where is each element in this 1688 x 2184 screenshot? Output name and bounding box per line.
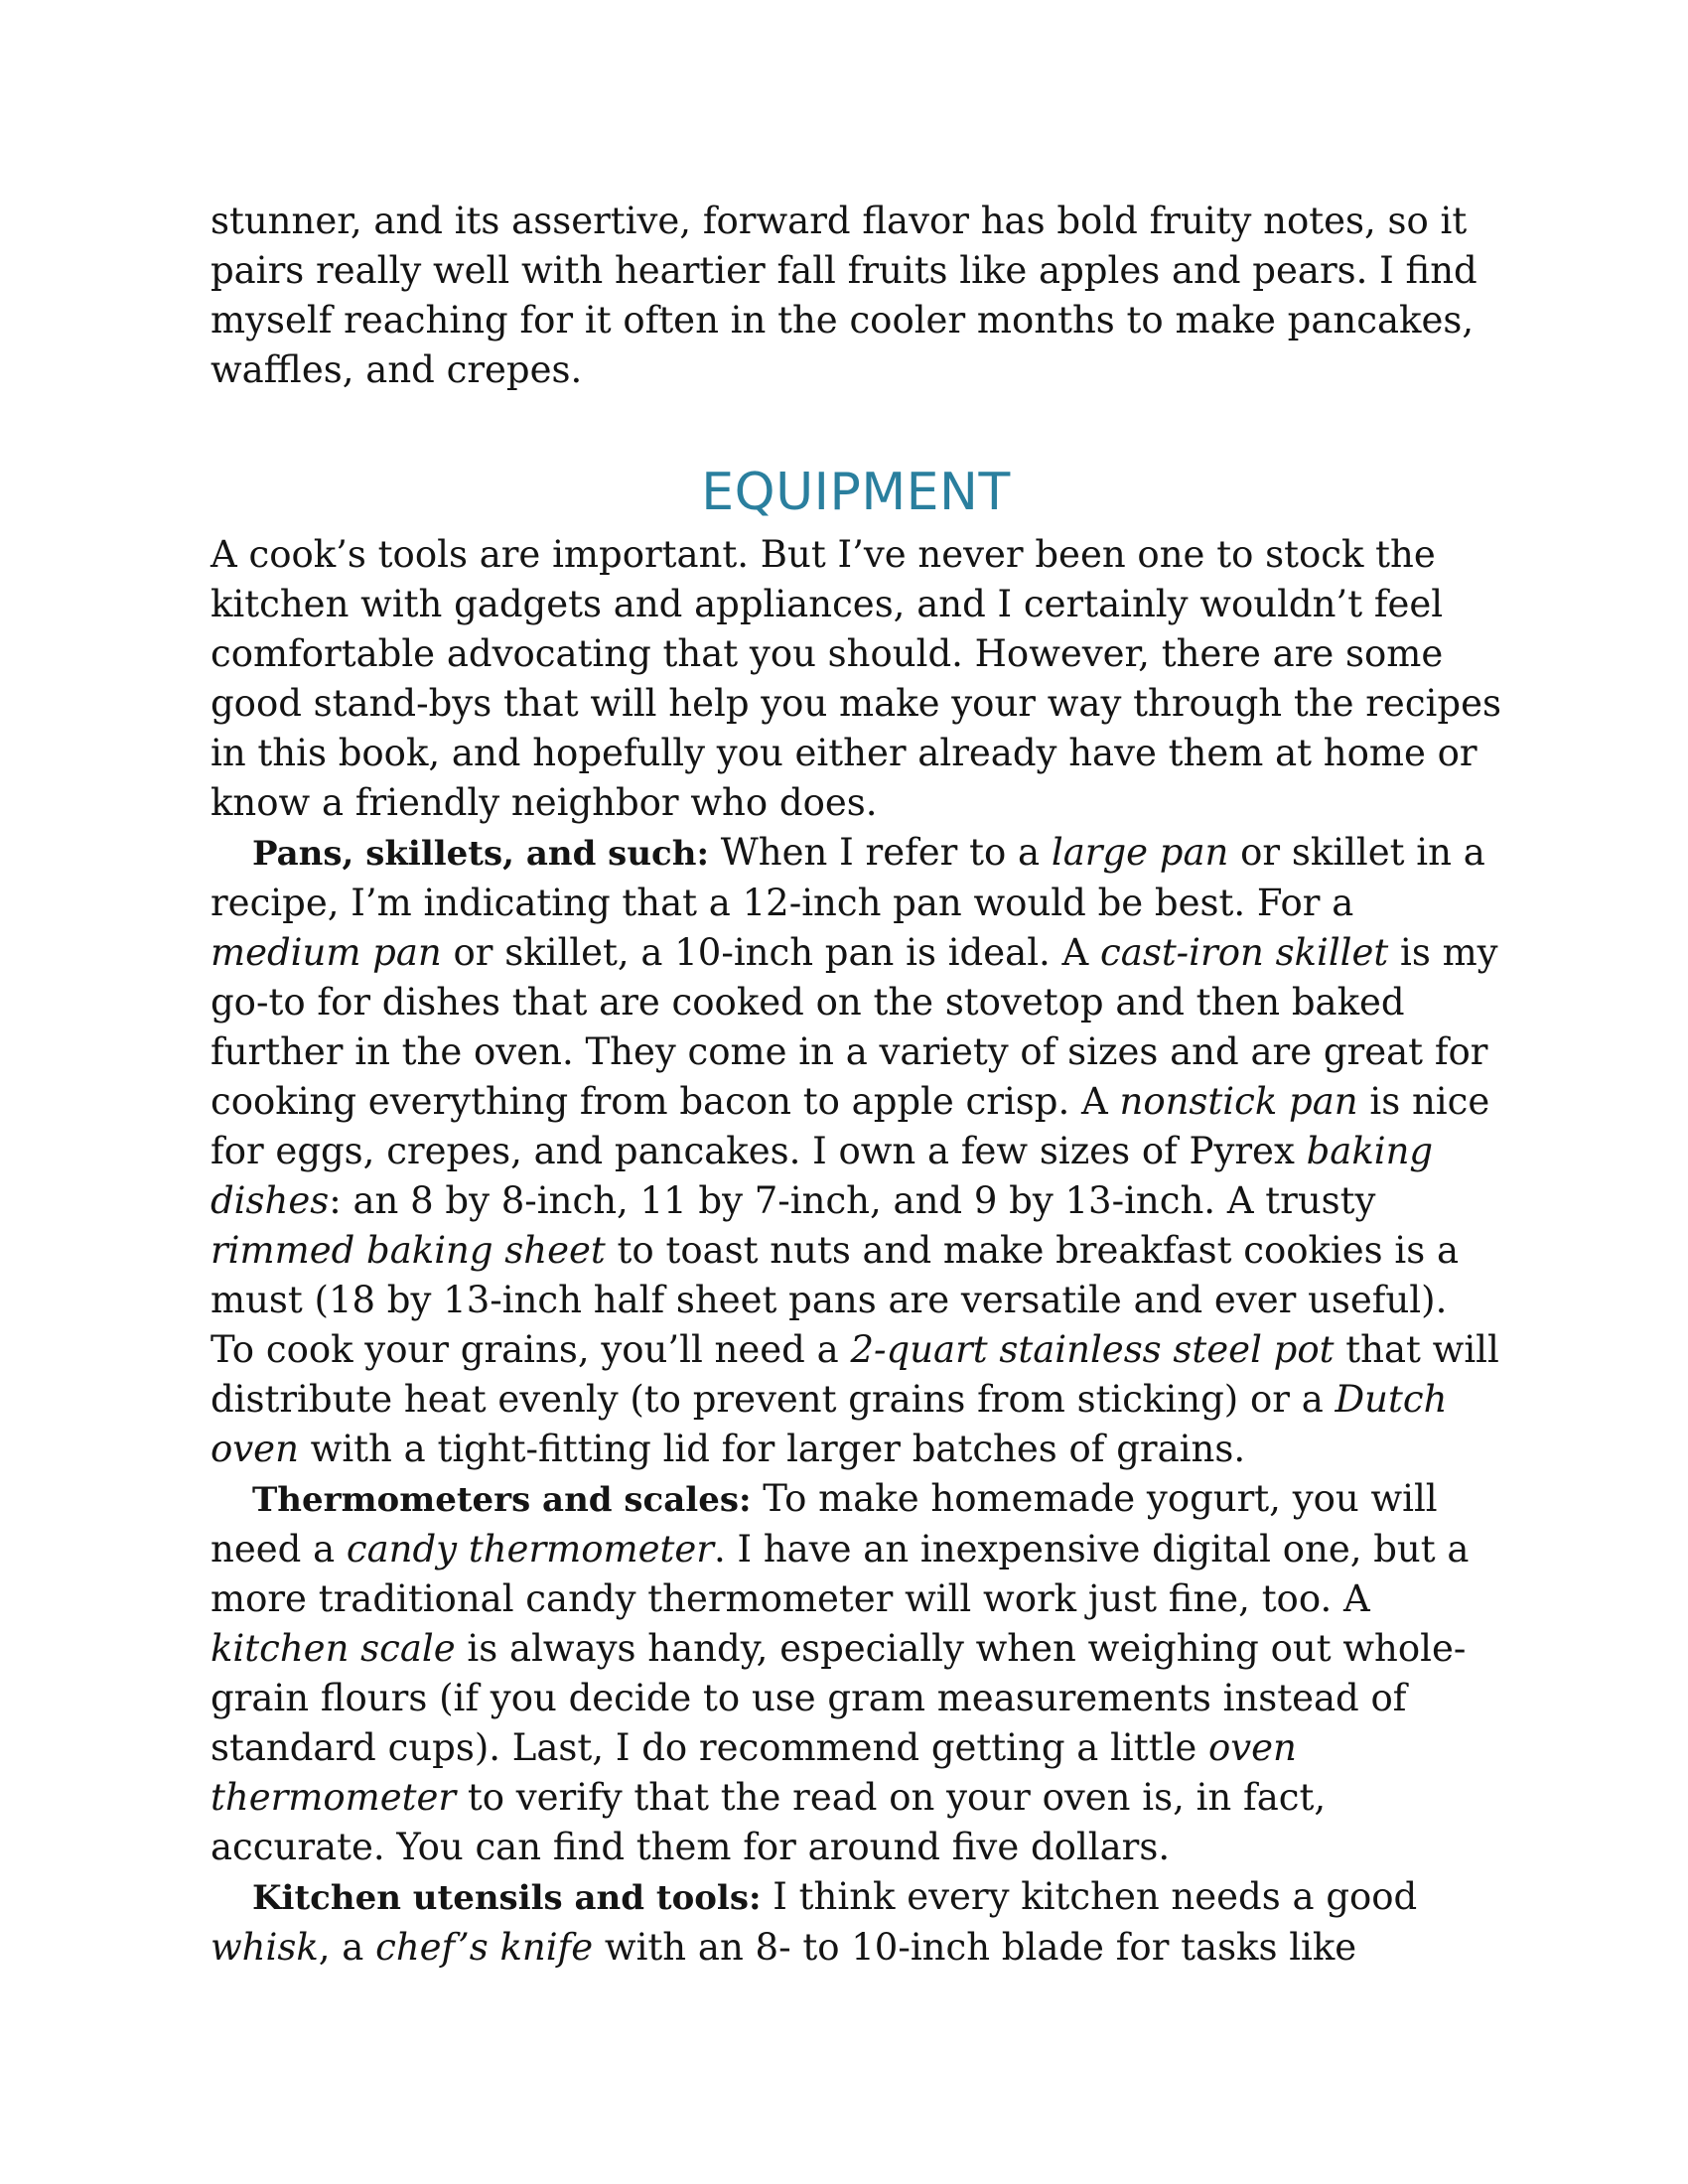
italic-term: rimmed baking sheet — [211, 1229, 606, 1272]
italic-term: oven thermometer — [211, 1726, 1297, 1819]
intro-paragraph: stunner, and its assertive, forward flavor has bold fruity notes, so it pairs really well with heartier fall fruits like apples and pears. I find myself reaching for it often in the cooler months to make pancakes, waffles, and crepes. — [211, 200, 1477, 391]
text-run: is always handy, especially when weighing out whole-grain flours (if you decide to use gram measurements instead of standard cups). Last, I do recommend getting a little — [211, 1627, 1467, 1769]
text-run: I think every kitchen needs a good — [761, 1875, 1418, 1918]
italic-term: large pan — [1051, 831, 1229, 874]
text-run: or skillet in a recipe, I’m indicating that a 12-inch pan would be best. For a — [211, 831, 1485, 924]
italic-term: baking dishes — [211, 1130, 1434, 1222]
italic-term: Dutch oven — [211, 1378, 1448, 1470]
italic-term: nonstick pan — [1119, 1080, 1358, 1123]
utensils-label: Kitchen utensils and tools: — [252, 1878, 762, 1918]
text-run: , a — [318, 1926, 376, 1969]
section-heading: EQUIPMENT — [701, 463, 1011, 522]
text-run: to verify that the read on your oven is, in fact, accurate. You can find them for around five dollars. — [211, 1776, 1327, 1868]
text-run: When I refer to a — [709, 831, 1052, 874]
text-run: with a tight-fitting lid for larger batches of grains. — [298, 1428, 1246, 1470]
text-run: or skillet, a 10-inch pan is ideal. A — [441, 931, 1101, 974]
pans-label: Pans, skillets, and such: — [252, 834, 710, 874]
italic-term: cast-iron skillet — [1100, 931, 1389, 974]
utensils-paragraph — [211, 1872, 1501, 1973]
pans-text — [211, 831, 1499, 1470]
thermometers-label: Thermometers and scales: — [252, 1480, 752, 1520]
italic-term: whisk — [211, 1926, 319, 1969]
page-body — [211, 197, 1501, 1973]
text-run: To make homemade yogurt, you will need a — [211, 1477, 1438, 1570]
text-run: is nice for eggs, crepes, and pancakes. I own a few sizes of Pyrex — [211, 1080, 1490, 1172]
text-run: to toast nuts and make breakfast cookies is a must (18 by 13-inch half sheet pans are versatile and ever useful). To cook your grains, you’ll need a — [211, 1229, 1460, 1371]
text-run: with an 8- to 10-inch blade for tasks like — [593, 1926, 1357, 1969]
text-run: that will distribute heat evenly (to prevent grains from sticking) or a — [211, 1328, 1499, 1421]
italic-term: medium pan — [211, 931, 442, 974]
text-run: . I have an inexpensive digital one, but a more traditional candy thermometer will work just fine, too. A — [211, 1528, 1470, 1620]
italic-term: 2-quart stainless steel pot — [850, 1328, 1335, 1371]
text-run: : an 8 by 8-inch, 11 by 7-inch, and 9 by 13-inch. A trusty — [329, 1179, 1376, 1222]
italic-term: chef’s knife — [375, 1926, 594, 1969]
italic-term: kitchen scale — [211, 1627, 456, 1670]
thermometers-paragraph — [211, 1474, 1501, 1872]
pans-paragraph — [211, 828, 1501, 1474]
text-run: is my go-to for dishes that are cooked on the stovetop and then baked further in the oven. They come in a variety of sizes and are great for cooking everything from bacon to apple crisp. A — [211, 931, 1498, 1123]
thermometers-text — [211, 1477, 1469, 1868]
equipment-lead-paragraph: A cook’s tools are important. But I’ve never been one to stock the kitchen with gadgets and appliances, and I certainly wouldn’t feel comfortable advocating that you should. However, there are some good stand-bys that will help you make your way through the recipes in this book, and hopefully you either already have them at home or know a friendly neighbor who does. — [211, 533, 1501, 824]
italic-term: candy thermometer — [346, 1528, 714, 1570]
